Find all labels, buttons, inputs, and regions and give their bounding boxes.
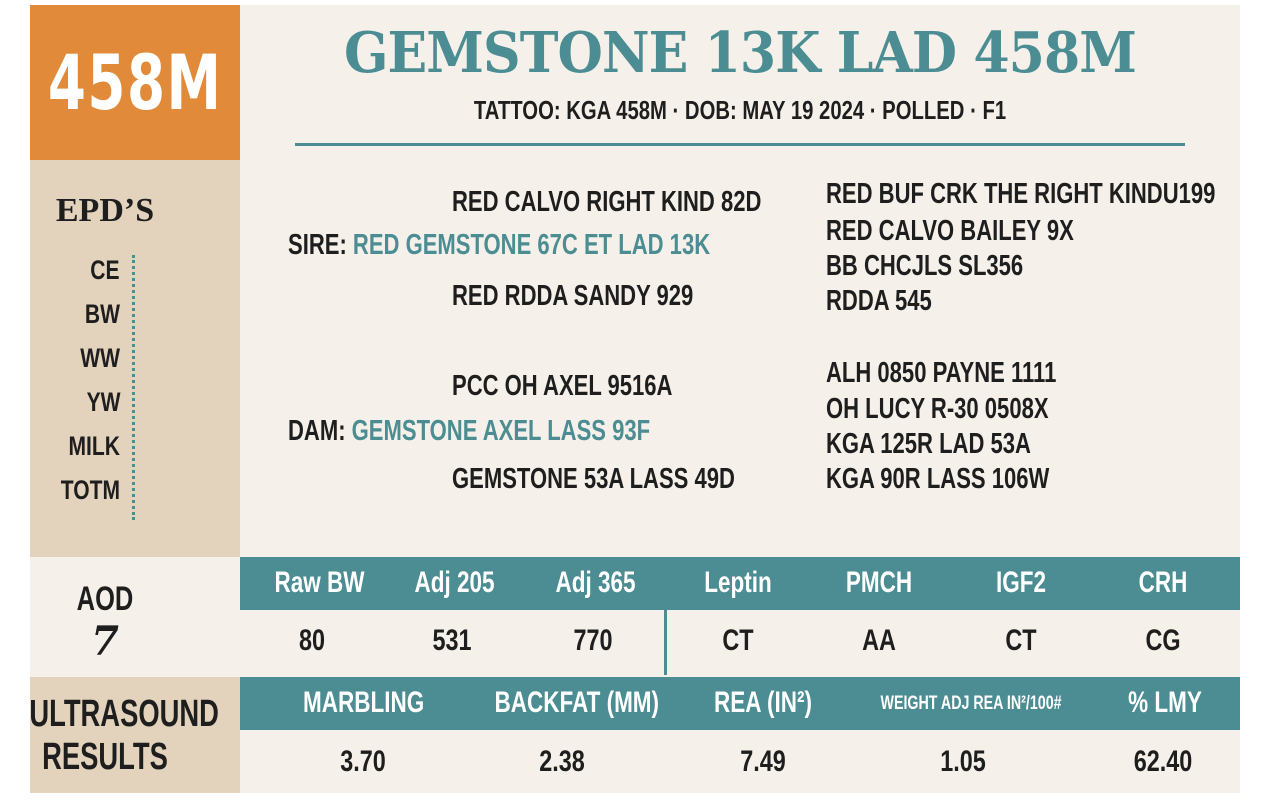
sire-label: SIRE: (288, 229, 347, 261)
epd-title: EPD’S (55, 192, 155, 229)
us-header-backfat: BACKFAT (MM) (494, 686, 660, 719)
dam-sire-sire: ALH 0850 PAYNE 1111 (826, 357, 1057, 389)
us-value-marbling: 3.70 (340, 745, 386, 778)
header-divider (295, 143, 1185, 146)
perf-value-crh: CG (1145, 624, 1181, 657)
perf-header-igf2: IGF2 (995, 566, 1047, 599)
dam-line (288, 415, 650, 448)
us-header-weight-adj-rea: WEIGHT ADJ REA IN²/100# (880, 693, 1062, 714)
perf-header-leptin: Leptin (704, 566, 772, 599)
sire-dam: RED RDDA SANDY 929 (452, 280, 694, 312)
lot-number-badge (30, 5, 240, 160)
us-header-lmy: % LMY (1128, 686, 1202, 719)
sire-sire: RED CALVO RIGHT KIND 82D (452, 186, 762, 218)
sire-sire-dam: RED CALVO BAILEY 9X (826, 215, 1074, 247)
epd-dotted-line (132, 255, 135, 520)
ultrasound-label-line1: ULTRASOUND (29, 693, 219, 735)
perf-value-adj-205: 531 (432, 624, 472, 657)
perf-value-raw-bw: 80 (298, 624, 326, 657)
perf-header-adj-365: Adj 365 (555, 566, 636, 599)
epd-label-yw: YW (86, 387, 120, 417)
us-header-marbling: MARBLING (303, 686, 425, 719)
dam-label: DAM: (288, 415, 346, 447)
epd-label-totm: TOTM (60, 475, 120, 505)
dam-sire: PCC OH AXEL 9516A (452, 370, 673, 402)
performance-divider (664, 557, 667, 675)
dam-dam-sire: KGA 125R LAD 53A (826, 428, 1031, 460)
us-value-lmy: 62.40 (1133, 745, 1193, 778)
perf-header-crh: CRH (1138, 566, 1188, 599)
ultrasound-label-line2: RESULTS (42, 736, 168, 778)
sire-dam-dam: RDDA 545 (826, 285, 932, 317)
sire-line (288, 229, 710, 262)
epd-label-bw: BW (84, 299, 120, 329)
epd-label-ce: CE (90, 255, 120, 285)
dam-sire-dam: OH LUCY R-30 0508X (826, 393, 1049, 425)
animal-info: TATTOO: KGA 458M · DOB: MAY 19 2024 · POLLED · F1 (473, 95, 1007, 125)
aod-label: AOD (76, 580, 134, 618)
dam-name: GEMSTONE AXEL LASS 93F (351, 415, 651, 447)
us-value-backfat: 2.38 (539, 745, 585, 778)
lot-number: 458M (47, 38, 223, 127)
epd-label-ww: WW (80, 343, 120, 373)
sire-name: RED GEMSTONE 67C ET LAD 13K (352, 229, 711, 261)
dam-dam: GEMSTONE 53A LASS 49D (452, 463, 735, 495)
aod-value: 7 (91, 618, 119, 665)
us-value-rea: 7.49 (740, 745, 786, 778)
epd-label-milk: MILK (68, 431, 120, 461)
perf-header-pmch: PMCH (845, 566, 913, 599)
perf-value-adj-365: 770 (573, 624, 613, 657)
perf-value-pmch: AA (862, 624, 896, 657)
perf-value-leptin: CT (722, 624, 754, 657)
dam-dam-dam: KGA 90R LASS 106W (826, 463, 1050, 495)
perf-header-adj-205: Adj 205 (414, 566, 495, 599)
us-header-rea: REA (IN²) (714, 686, 812, 719)
us-value-weight-adj-rea: 1.05 (940, 745, 986, 778)
animal-name: GEMSTONE 13K LAD 458M (343, 20, 1137, 86)
sire-dam-sire: BB CHCJLS SL356 (826, 250, 1024, 282)
sire-sire-sire: RED BUF CRK THE RIGHT KINDU199 (826, 178, 1216, 210)
perf-header-raw-bw: Raw BW (274, 566, 365, 599)
perf-value-igf2: CT (1005, 624, 1037, 657)
